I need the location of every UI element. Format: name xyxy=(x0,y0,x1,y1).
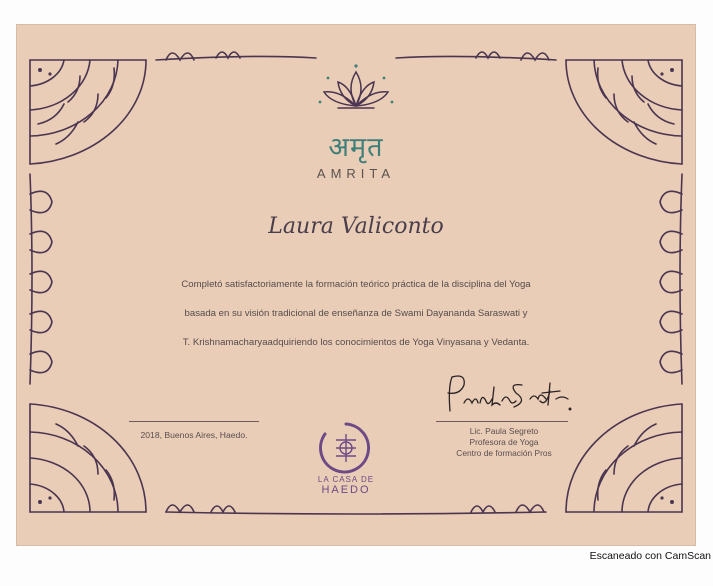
signature-graphic xyxy=(436,369,576,419)
casa-de-haedo-logo xyxy=(311,416,381,516)
logo-line-1: LA CASA DE xyxy=(317,475,375,484)
recipient-name: Laura Valiconto xyxy=(268,214,444,239)
signature-divider xyxy=(436,421,568,422)
date-divider xyxy=(129,421,259,422)
brand-name-devanagari: अमृत xyxy=(328,132,384,163)
date-place: 2018, Buenos Aires, Haedo. xyxy=(140,430,248,440)
brand-name: AMRITA xyxy=(316,166,396,181)
certificate-paper xyxy=(16,24,696,546)
logo-line-2: HAEDO xyxy=(321,484,371,496)
body-line: Completó satisfactoriamente la formación teórico práctica de la disciplina del Yoga xyxy=(181,279,531,290)
body-line: T. Krishnamacharyaadquiriendo los conocimientos de Yoga Vinyasana y Vedanta. xyxy=(182,337,530,348)
signer-name: Lic. Paula Segreto xyxy=(469,426,539,436)
signer-org: Centro de formación Pros xyxy=(456,448,552,458)
lotus-icon xyxy=(316,62,396,122)
signer-block xyxy=(424,426,584,459)
signer-role: Profesora de Yoga xyxy=(469,437,539,447)
scanner-watermark: Escaneado con CamScan xyxy=(589,550,711,562)
certificate-body xyxy=(106,270,606,357)
logo-text xyxy=(306,474,386,496)
body-line: basada en su visión tradicional de enseñanza de Swami Dayananda Saraswati y xyxy=(184,308,528,319)
